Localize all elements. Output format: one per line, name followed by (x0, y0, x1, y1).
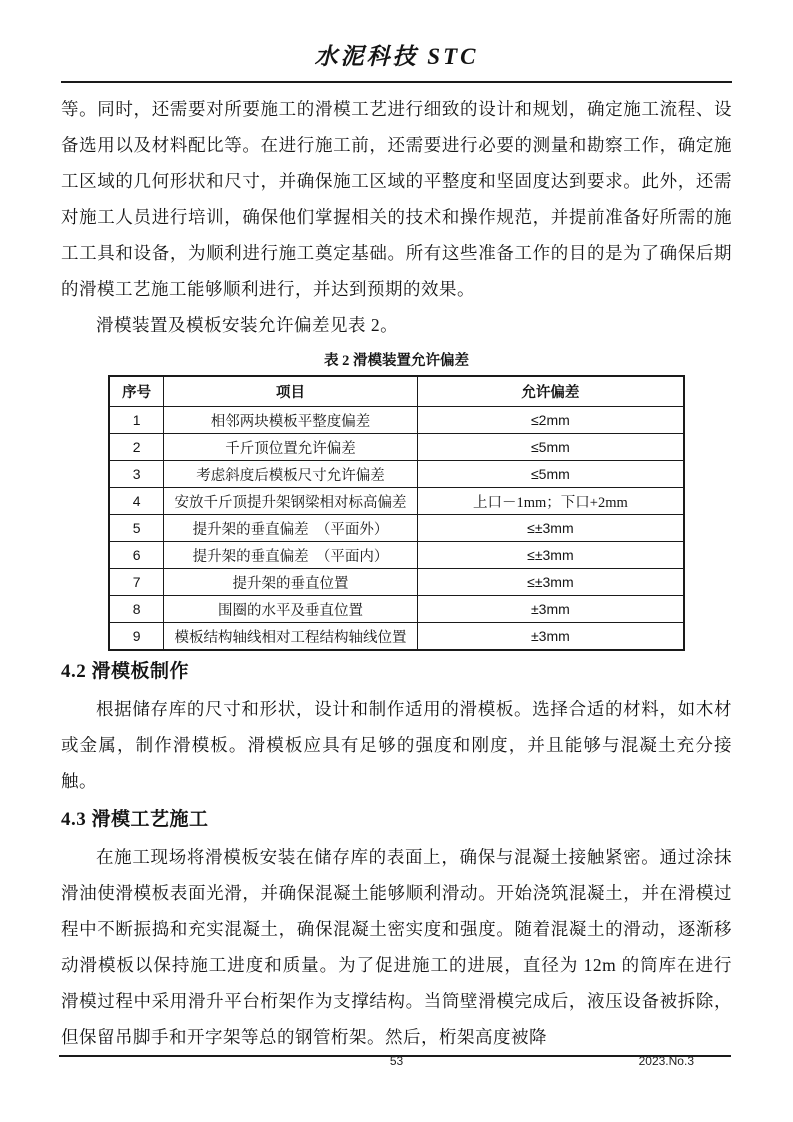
cell-tolerance: ≤±3mm (417, 542, 684, 569)
table-row (109, 461, 684, 488)
section-4-2-paragraph: 根据储存库的尺寸和形状，设计和制作适用的滑模板。选择合适的材料，如木材或金属，制作滑模板。滑模板应具有足够的强度和刚度，并且能够与混凝土充分接触。 (61, 699, 732, 791)
paragraph-table-intro: 滑模装置及模板安装允许偏差见表 2。 (96, 315, 399, 335)
cell-no: 4 (109, 488, 164, 515)
cell-item: 围圈的水平及垂直位置 (164, 596, 418, 623)
cell-tolerance: ≤±3mm (417, 515, 684, 542)
journal-title: 水泥科技 STC (314, 44, 479, 69)
table-row (109, 434, 684, 461)
table-row (109, 596, 684, 623)
cell-item: 提升架的垂直位置 (164, 569, 418, 596)
cell-item: 模板结构轴线相对工程结构轴线位置 (164, 623, 418, 651)
page-content (61, 0, 732, 1055)
cell-item: 考虑斜度后模板尺寸允许偏差 (164, 461, 418, 488)
cell-tolerance: ±3mm (417, 623, 684, 651)
cell-item: 千斤顶位置允许偏差 (164, 434, 418, 461)
cell-item: 提升架的垂直偏差 （平面外） (164, 515, 418, 542)
cell-tolerance: ≤±3mm (417, 569, 684, 596)
section-heading-4-3: 4.3 滑模工艺施工 (61, 809, 209, 830)
section-4-3-paragraph: 在施工现场将滑模板安装在储存库的表面上，确保与混凝土接触紧密。通过涂抹滑油使滑模板表面光滑，并确保混凝土能够顺利滑动。开始浇筑混凝土，并在滑模过程中不断振捣和充实混凝土，确保混凝土密实度和强度。随着混凝土的滑动，逐渐移动滑模板以保持施工进度和质量。为了促进施工的进展，直径为 12m 的筒库在进行滑模过程中采用滑升平台桁架作为支撑结构。当筒壁滑模完成后，液压设备被拆除，但保留吊脚手和开字架等总的钢管桁架。然后，桁架高度被降 (61, 847, 732, 1047)
table-row (109, 569, 684, 596)
cell-tolerance: ±3mm (417, 596, 684, 623)
cell-no: 5 (109, 515, 164, 542)
cell-no: 1 (109, 407, 164, 434)
cell-no: 2 (109, 434, 164, 461)
cell-tolerance: ≤5mm (417, 434, 684, 461)
header-rule (61, 81, 732, 83)
cell-tolerance: ≤2mm (417, 407, 684, 434)
section-heading-4-2: 4.2 滑模板制作 (61, 661, 190, 682)
column-header-item: 项目 (164, 376, 418, 407)
cell-no: 8 (109, 596, 164, 623)
footer-page-number: 53 (389, 1054, 404, 1068)
table-row (109, 623, 684, 651)
table-row (109, 407, 684, 434)
cell-no: 3 (109, 461, 164, 488)
paragraph-continued: 等。同时，还需要对所要施工的滑模工艺进行细致的设计和规划，确定施工流程、设备选用以及材料配比等。在进行施工前，还需要进行必要的测量和勘察工作，确定施工区域的几何形状和尺寸，并确保施工区域的平整度和坚固度达到要求。此外，还需对施工人员进行培训，确保他们掌握相关的技术和操作规范，并提前准备好所需的施工工具和设备，为顺利进行施工奠定基础。所有这些准备工作的目的是为了确保后期的滑模工艺施工能够顺利进行，并达到预期的效果。 (61, 99, 732, 299)
column-header-no: 序号 (109, 376, 164, 407)
cell-item: 相邻两块模板平整度偏差 (164, 407, 418, 434)
table-header-row (109, 376, 684, 407)
cell-tolerance: 上口－1mm；下口+2mm (417, 488, 684, 515)
table-caption: 表 2 滑模装置允许偏差 (324, 353, 469, 369)
cell-no: 7 (109, 569, 164, 596)
table-row (109, 488, 684, 515)
table-row (109, 515, 684, 542)
table-row (109, 542, 684, 569)
footer-issue-label: 2023.No.3 (638, 1054, 694, 1068)
cell-no: 9 (109, 623, 164, 651)
column-header-tolerance: 允许偏差 (417, 376, 684, 407)
cell-tolerance: ≤5mm (417, 461, 684, 488)
cell-no: 6 (109, 542, 164, 569)
cell-item: 安放千斤顶提升架钢梁相对标高偏差 (164, 488, 418, 515)
tolerance-table (108, 375, 685, 651)
cell-item: 提升架的垂直偏差 （平面内） (164, 542, 418, 569)
